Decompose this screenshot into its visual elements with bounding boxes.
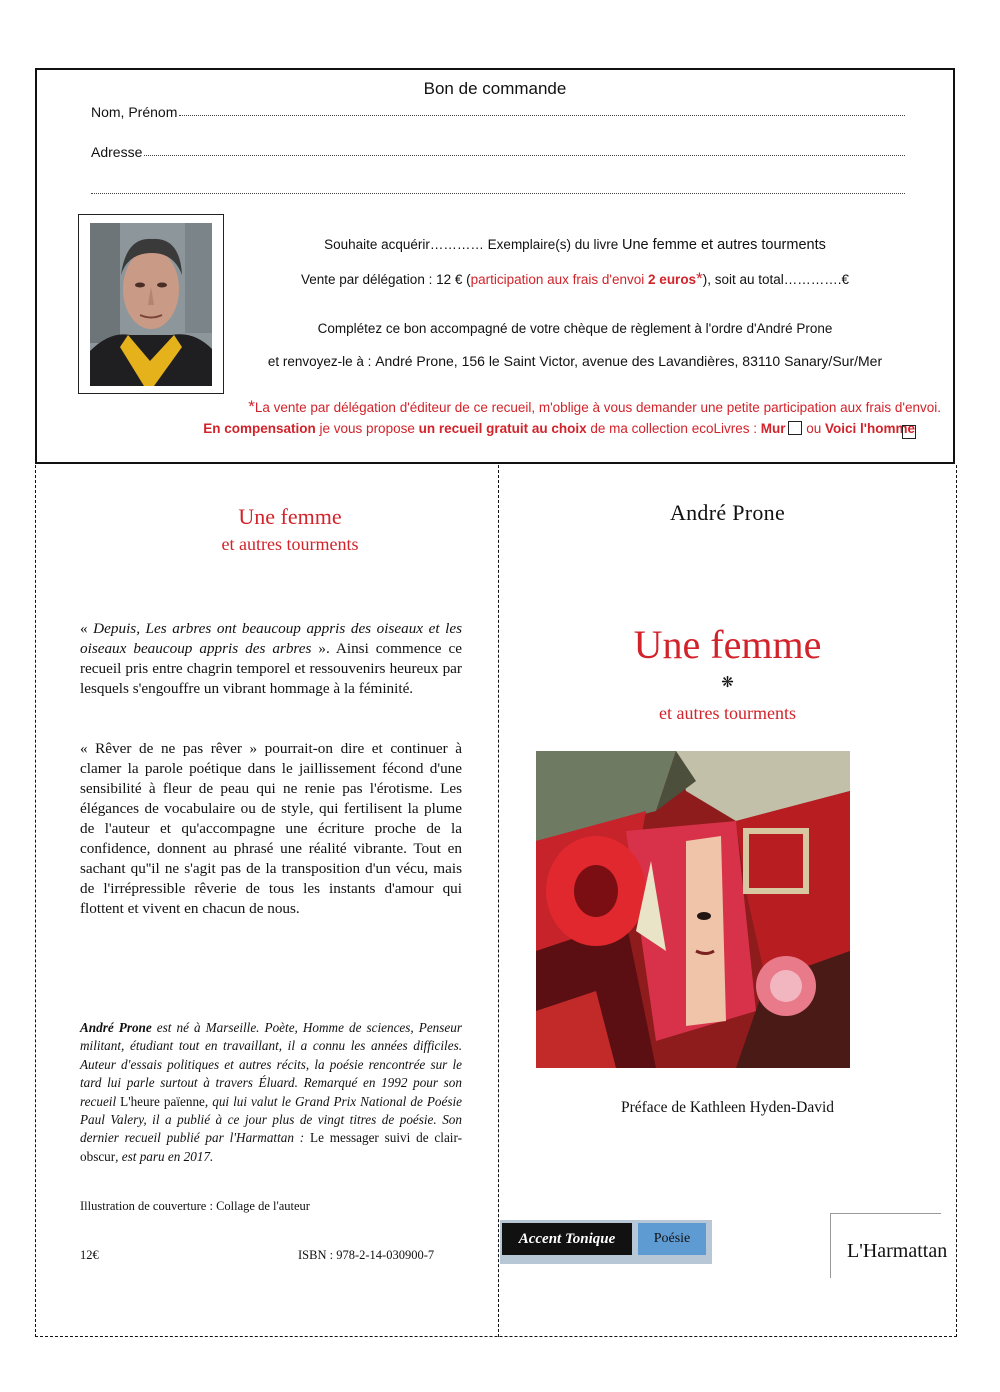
publisher-logo: L'Harmattan [830, 1213, 941, 1278]
price: 12€ [80, 1248, 99, 1262]
compensation-note: En compensation je vous propose un recueil gratuit au choix de ma collection ecoLivres : Mur ou Voici l'homme [203, 421, 915, 436]
order-line-quantity: Souhaite acquérir………… Exemplaire(s) du livre Une femme et autres tourments [324, 237, 826, 253]
ornament-icon: ❋ [721, 675, 734, 691]
collection-banner [500, 1220, 712, 1264]
name-field[interactable] [91, 100, 905, 120]
author-photo [90, 223, 212, 386]
front-cover-title: Une femme [633, 622, 822, 667]
cover-collage-image [536, 751, 850, 1068]
name-label: Nom, Prénom [91, 104, 178, 120]
front-cover-author: André Prone [669, 500, 786, 525]
delegation-note: *La vente par délégation d'éditeur de ce recueil, m'oblige à vous demander une petite participation aux frais d'envoi. [248, 397, 941, 416]
author-bio: André Prone est né à Marseille. Poète, Homme de sciences, Penseur militant, étudiant tout en travaillant, il a connu les années difficiles. Auteur d'essais politiques et autres récits, la poésie rencontrée sur le tard lui parle surtout à travers Éluard. Remarqué en 1992 pour son recueil L'heure païenne, qui lui valut le Grand Prix National de Poésie Paul Valery, il a publié à ce jour plus de vingt titres de poésie. Son dernier recueil publié par l'Harmattan : Le messager suivi de clair-obscur, est paru en 2017. [80, 1020, 462, 1164]
order-form-title: Bon de commande [423, 79, 567, 98]
spine-fold-line [498, 465, 499, 1337]
book-title-ref: Une femme [621, 237, 697, 253]
blurb-paragraph-1: « Depuis, Les arbres ont beaucoup appris des oiseaux et les oiseaux beaucoup appris des arbres ». Ainsi commence ce recueil pris entre chagrin temporel et ressouvenirs heureux par lesquels s'engouffre un vibrant hommage à la féminité. [80, 620, 463, 697]
address-field[interactable] [91, 140, 905, 160]
genre-label: Poésie [638, 1223, 706, 1255]
address-field-line2[interactable] [91, 178, 905, 198]
order-line-address: et renvoyez-le à : André Prone, 156 le Saint Victor, avenue des Lavandières, 83110 Sanary/Sur/Mer [267, 353, 883, 369]
voici-lhomme-checkbox[interactable] [902, 425, 916, 439]
order-form [35, 68, 955, 464]
front-cover-subtitle: et autres tourments [659, 703, 796, 723]
cover-illustration-credit: Illustration de couverture : Collage de l'auteur [80, 1199, 310, 1213]
order-line-instructions: Complétez ce bon accompagné de votre chèque de règlement à l'ordre d'André Prone [317, 321, 833, 336]
mur-checkbox[interactable] [788, 421, 802, 435]
order-line-price: Vente par délégation : 12 € (participation aux frais d'envoi 2 euros*), soit au total………….€ [300, 269, 850, 288]
preface-credit: Préface de Kathleen Hyden-David [620, 1099, 835, 1116]
back-cover-subtitle: et autres tourments [221, 534, 359, 554]
address-label: Adresse [91, 144, 143, 160]
isbn: ISBN : 978-2-14-030900-7 [298, 1248, 435, 1262]
blurb-paragraph-2: « Rêver de ne pas rêver » pourrait-on dire et continuer à clamer la parole poétique dans le jaillissement fécond d'une sensibilité à fleur de peau qui ne renie pas l'érotisme. Les élégances de vocabulaire ou de style, qui fertilisent la plume de l'auteur et qu'accompagne une écriture proche de la confidence, donnent au phrasé une réalité vibrante. Tout en sachant qu''il ne s'agit pas de la transposition d'un vécu, mais de l'irrépressible rêverie de tous les instants d'amour qui flottent et vivent en chacun de nous. [80, 740, 462, 917]
back-cover-title: Une femme [238, 504, 342, 529]
collection-name: Accent Tonique [502, 1223, 632, 1255]
mailing-address: André Prone, 156 le Saint Victor, avenue des Lavandières, 83110 Sanary/Sur/Mer [375, 353, 883, 369]
